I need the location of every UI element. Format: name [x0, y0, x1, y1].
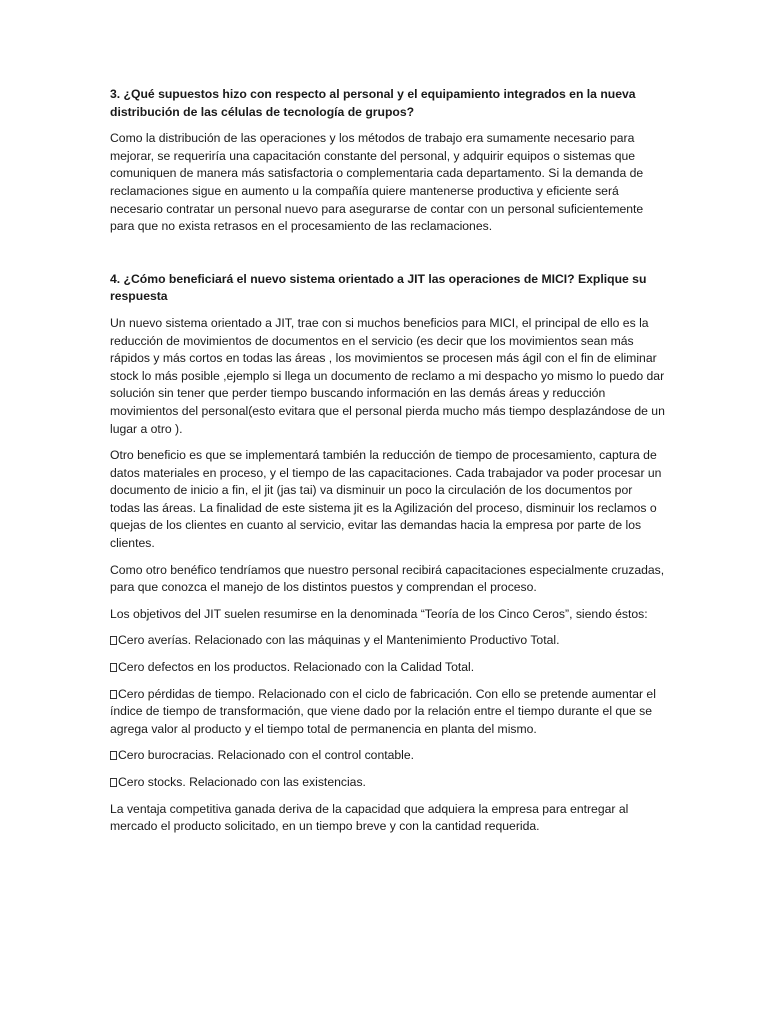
list-item-text: Cero defectos en los productos. Relacionado con la Calidad Total.	[118, 660, 475, 675]
bullet-box-icon	[110, 751, 117, 760]
list-item-text: Cero pérdidas de tiempo. Relacionado con el ciclo de fabricación. Con ello se pretende aumentar el índice de tiempo de transformación, que viene dado por la relación entre el tiempo durante el que se agrega valor al producto y el tiempo total de permanencia en planta del mismo.	[110, 686, 656, 736]
question-4-paragraph-3: Como otro benéfico tendríamos que nuestro personal recibirá capacitaciones especialmente cruzadas, para que conozca el manejo de los distintos puestos y comprendan el proceso.	[110, 562, 665, 595]
list-item-text: Cero stocks. Relacionado con las existencias.	[118, 775, 366, 789]
bullet-box-icon	[110, 663, 117, 672]
bullet-box-icon	[110, 690, 117, 699]
question-4-paragraph-1: Un nuevo sistema orientado a JIT, trae con si muchos beneficios para MICI, el principal de ello es la reducción de movimientos de documentos en el servicio (es decir que los movimientos sean más rápidos y más cortos en todas las áreas , los movimientos se procesen más ágil con el fin de eliminar stock lo más posible ,ejemplo si llega un documento de reclamo a mi despacho yo mismo lo puedo dar solución sin tener que perder tiempo buscando información en las demás áreas y reducción movimientos del personal(esto evitara que el personal pierda mucho más tiempo desplazándose de un lugar a otro ).	[110, 315, 665, 436]
question-4-paragraph-4: Los objetivos del JIT suelen resumirse en la denominada “Teoría de los Cinco Ceros”, siendo éstos:	[110, 606, 648, 621]
list-item	[110, 747, 665, 765]
question-4-paragraph-2: Otro beneficio es que se implementará también la reducción de tiempo de procesamiento, captura de datos materiales en proceso, y el tiempo de las capacitaciones. Cada trabajador va poder procesar un documento de inicio a fin, el jit (jas tai) va disminuir un poco la circulación de los documentos por todas las áreas. La finalidad de este sistema jit es la Agilización del proceso, disminuir los reclamos o quejas de los clientes en cuanto al servicio, evitar las demandas hacia la empresa por parte de los clientes.	[110, 448, 662, 551]
list-item	[110, 632, 665, 650]
section-spacer	[110, 245, 665, 271]
question-3-answer: Como la distribución de las operaciones y los métodos de trabajo era sumamente necesario para mejorar, se requeriría una capacitación constante del personal, y adquirir equipos o sistemas que comuniquen de manera más satisfactoria o complementaria cada departamento. Si la demanda de reclamaciones sigue en aumento u la compañía quiere mantenerse productiva y eficiente será necesario contratar un personal nuevo para asegurarse de contar con un personal suficientemente para que no exista retrasos en el procesamiento de las reclamaciones.	[110, 131, 644, 234]
bullet-box-icon	[110, 636, 117, 645]
question-4-heading: 4. ¿Cómo beneficiará el nuevo sistema orientado a JIT las operaciones de MICI? Explique su respuesta	[110, 271, 647, 304]
question-4-conclusion: La ventaja competitiva ganada deriva de la capacidad que adquiera la empresa para entregar al mercado el producto solicitado, en un tiempo breve y con la cantidad requerida.	[110, 801, 629, 834]
list-item-text: Cero burocracias. Relacionado con el control contable.	[118, 748, 415, 763]
bullet-box-icon	[110, 778, 117, 787]
list-item	[110, 686, 665, 739]
list-item	[110, 774, 665, 792]
document-page	[110, 86, 665, 845]
list-item	[110, 659, 665, 677]
list-item-text: Cero averías. Relacionado con las máquinas y el Mantenimiento Productivo Total.	[118, 633, 560, 648]
question-3-heading: 3. ¿Qué supuestos hizo con respecto al personal y el equipamiento integrados en la nueva distribución de las células de tecnología de grupos?	[110, 87, 636, 119]
